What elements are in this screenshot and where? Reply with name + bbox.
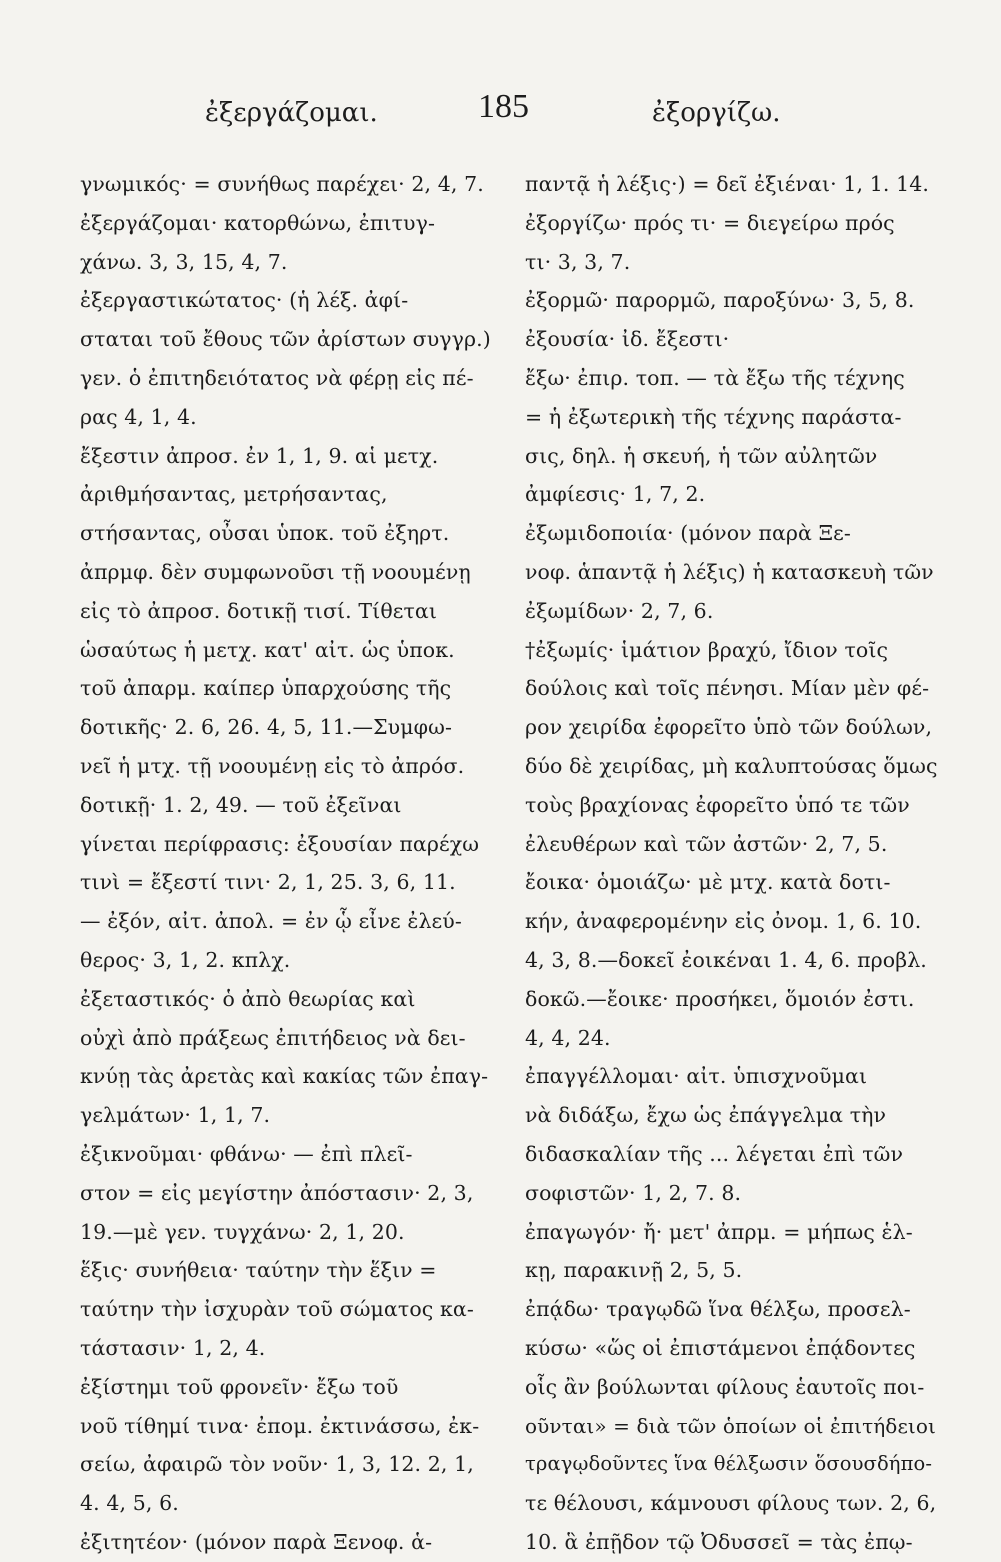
text-line: ρας 4, 1, 4. [80, 404, 197, 429]
text-line: δοτικῆς· 2. 6, 26. 4, 5, 11.—Συμφω- [80, 715, 452, 740]
text-line: τι· 3, 3, 7. [525, 249, 631, 274]
text-line: ἔοικα· ὁμοιάζω· μὲ μτχ. κατὰ δοτι- [525, 870, 891, 895]
text-line: ἀμφίεσις· 1, 7, 2. [525, 482, 706, 507]
text-line: τραγῳδοῦντες ἵνα θέλξωσιν ὅσουσδήπο- [525, 1452, 933, 1476]
header-left-guideword: ἐξεργάζομαι. [205, 98, 378, 128]
text-line: γίνεται περίφρασις: ἐξουσίαν παρέχω [80, 831, 480, 856]
text-line: 10. ἃ ἐπῇδον τῷ Ὀδυσσεῖ = τὰς ἐπῳ- [525, 1529, 913, 1554]
text-line: ἐξικνοῦμαι· φθάνω· — ἐπὶ πλεῖ- [80, 1141, 413, 1166]
text-line: ταύτην τὴν ἰσχυρὰν τοῦ σώματος κα- [80, 1297, 474, 1322]
text-line: στον = εἰς μεγίστην ἀπόστασιν· 2, 3, [80, 1180, 474, 1205]
text-line: ἐξεργαστικώτατος· (ἡ λέξ. ἀφί- [80, 288, 409, 313]
text-line: †ἐξωμίς· ἱμάτιον βραχύ, ἴδιον τοῖς [525, 637, 889, 662]
text-line: θερος· 3, 1, 2. κπλχ. [80, 947, 291, 972]
text-line: ἐξοργίζω· πρός τι· = διεγείρω πρός [525, 210, 895, 235]
text-line: ρον χειρίδα ἐφορεῖτο ὑπὸ τῶν δούλων, [525, 715, 933, 740]
text-line: — ἐξόν, αἰτ. ἀπολ. = ἐν ᾧ εἶνε ἐλεύ- [80, 909, 462, 934]
text-line: 4, 4, 24. [525, 1025, 611, 1050]
text-line: ἐξουσία· ἰδ. ἔξεστι· [525, 327, 730, 352]
text-line: ἔξω· ἐπιρ. τοπ. — τὰ ἔξω τῆς τέχνης [525, 365, 905, 390]
text-line: δοτικῇ· 1. 2, 49. — τοῦ ἐξεῖναι [80, 792, 402, 817]
text-line: σταται τοῦ ἔθους τῶν ἀρίστων συγγρ.) [80, 327, 491, 352]
text-line: κήν, ἀναφερομένην εἰς ὀνομ. 1, 6. 10. [525, 909, 922, 934]
text-line: ἕξις· συνήθεια· ταύτην τὴν ἕξιν = [80, 1258, 437, 1283]
text-line: ἐξεταστικός· ὁ ἀπὸ θεωρίας καὶ [80, 986, 416, 1011]
text-line: νὰ διδάξω, ἔχω ὡς ἐπάγγελμα τὴν [525, 1103, 887, 1128]
text-line: ἐξεργάζομαι· κατορθώνω, ἐπιτυγ- [80, 210, 436, 235]
text-line: εἰς τὸ ἀπροσ. δοτικῇ τισί. Τίθεται [80, 598, 438, 623]
text-line: κῃ, παρακινῇ 2, 5, 5. [525, 1258, 743, 1283]
text-line: ἐξωμιδοποιία· (μόνον παρὰ Ξε- [525, 521, 851, 546]
text-line: νοφ. ἁπαντᾷ ἡ λέξις) ἡ κατασκευὴ τῶν [525, 559, 934, 584]
text-line: ἐξίστημι τοῦ φρονεῖν· ἔξω τοῦ [80, 1374, 399, 1399]
header-right-guideword: ἐξοργίζω. [652, 98, 781, 128]
text-line: χάνω. 3, 3, 15, 4, 7. [80, 249, 288, 274]
page-header [0, 88, 1001, 138]
text-line: οἷς ἂν βούλωνται φίλους ἑαυτοῖς ποι- [525, 1374, 925, 1399]
text-line: τε θέλουσι, κάμνουσι φίλους των. 2, 6, [525, 1491, 937, 1516]
text-line: τινὶ = ἔξεστί τινι· 2, 1, 25. 3, 6, 11. [80, 870, 456, 895]
text-line: ἀριθμήσαντας, μετρήσαντας, [80, 482, 388, 507]
text-line: γελμάτων· 1, 1, 7. [80, 1103, 271, 1128]
text-line: ἐπαγγέλλομαι· αἰτ. ὑπισχνοῦμαι [525, 1064, 868, 1089]
text-line: τοῦ ἀπαρμ. καίπερ ὑπαρχούσης τῆς [80, 676, 452, 701]
text-line: ἔξεστιν ἀπροσ. ἐν 1, 1, 9. αἱ μετχ. [80, 443, 439, 468]
text-line: 4, 3, 8.—δοκεῖ ἐοικέναι 1. 4, 6. προβλ. [525, 947, 927, 972]
text-line: ἀπρμφ. δὲν συμφωνοῦσι τῇ νοουμένῃ [80, 559, 471, 584]
text-line: ἐξωμίδων· 2, 7, 6. [525, 598, 714, 623]
text-line: σείω, ἀφαιρῶ τὸν νοῦν· 1, 3, 12. 2, 1, [80, 1452, 474, 1477]
text-line: στήσαντας, οὖσαι ὑποκ. τοῦ ἐξηρτ. [80, 521, 450, 546]
text-line: ἐξιτητέον· (μόνον παρὰ Ξενοφ. ἁ- [80, 1529, 433, 1554]
text-line: οῦνται» = διὰ τῶν ὁποίων οἱ ἐπιτήδειοι [525, 1413, 936, 1438]
text-line: 19.—μὲ γεν. τυγχάνω· 2, 1, 20. [80, 1219, 405, 1244]
text-line: κνύῃ τὰς ἀρετὰς καὶ κακίας τῶν ἐπαγ- [80, 1064, 489, 1089]
text-line: σις, δηλ. ἡ σκευή, ἡ τῶν αὐλητῶν [525, 443, 878, 468]
page-number: 185 [478, 88, 529, 125]
text-line: 4. 4, 5, 6. [80, 1491, 179, 1516]
text-line: διδασκαλίαν τῆς ... λέγεται ἐπὶ τῶν [525, 1141, 904, 1166]
text-line: σοφιστῶν· 1, 2, 7. 8. [525, 1180, 742, 1205]
text-line: δοκῶ.—ἔοικε· προσήκει, ὅμοιόν ἐστι. [525, 986, 915, 1011]
text-line: τοὺς βραχίονας ἐφορεῖτο ὑπό τε τῶν [525, 792, 910, 817]
text-line: ἐπαγωγόν· ἤ· μετ' ἀπρμ. = μήπως ἑλ- [525, 1219, 913, 1244]
text-line: = ἡ ἐξωτερικὴ τῆς τέχνης παράστα- [525, 404, 902, 429]
text-line: ἐλευθέρων καὶ τῶν ἀστῶν· 2, 7, 5. [525, 831, 888, 856]
text-line: ὡσαύτως ἡ μετχ. κατ' αἰτ. ὡς ὑποκ. [80, 637, 455, 662]
text-line: τάστασιν· 1, 2, 4. [80, 1335, 266, 1360]
text-line: νεῖ ἡ μτχ. τῇ νοουμένῃ εἰς τὸ ἀπρόσ. [80, 753, 465, 778]
text-line: γεν. ὁ ἐπιτηδειότατος νὰ φέρῃ εἰς πέ- [80, 365, 474, 390]
text-line: ἐξορμῶ· παρορμῶ, παροξύνω· 3, 5, 8. [525, 288, 915, 313]
text-line: δούλοις καὶ τοῖς πένησι. Μίαν μὲν φέ- [525, 676, 930, 701]
text-line: γνωμικός· = συνήθως παρέχει· 2, 4, 7. [80, 172, 484, 196]
text-line: οὐχὶ ἀπὸ πράξεως ἐπιτήδειος νὰ δει- [80, 1025, 466, 1050]
text-line: δύο δὲ χειρίδας, μὴ καλυπτούσας ὅμως [525, 753, 938, 778]
right-column [525, 165, 940, 1562]
text-line: ἐπᾴδω· τραγῳδῶ ἵνα θέλξω, προσελ- [525, 1297, 911, 1322]
text-line: νοῦ τίθημί τινα· ἐπομ. ἐκτινάσσω, ἐκ- [80, 1413, 480, 1438]
text-line: παντᾷ ἡ λέξις·) = δεῖ ἐξιέναι· 1, 1. 14. [525, 172, 930, 196]
text-line: κύσω· «ὥς οἱ ἐπιστάμενοι ἐπᾴδοντες [525, 1335, 916, 1360]
left-column [80, 165, 495, 1562]
